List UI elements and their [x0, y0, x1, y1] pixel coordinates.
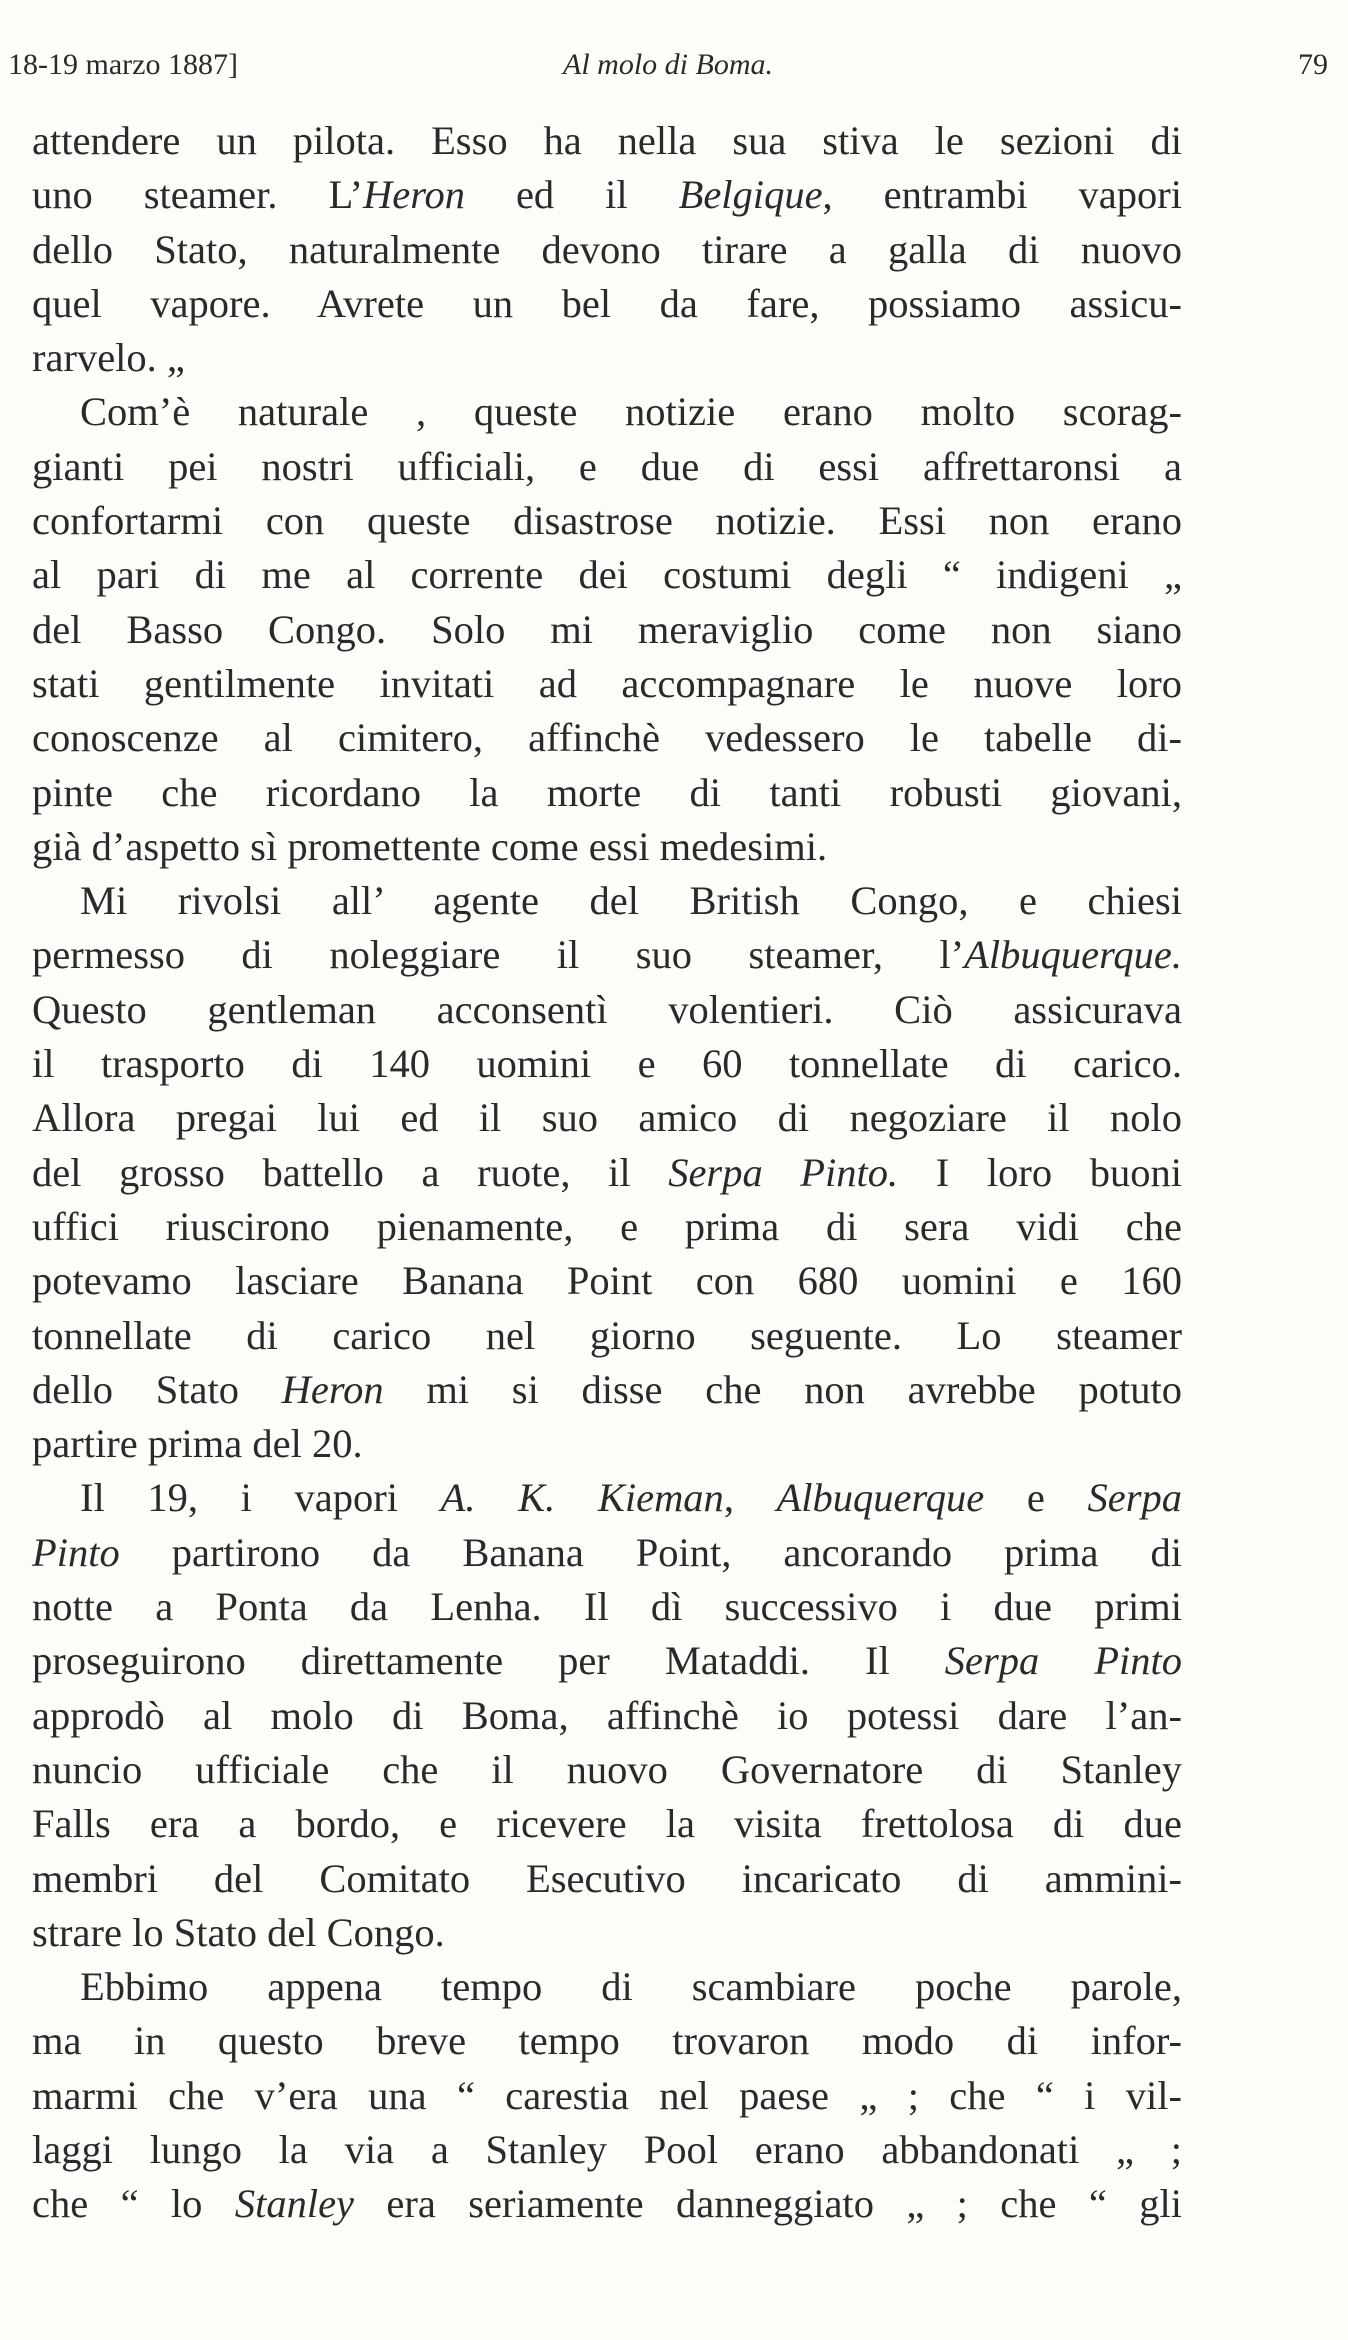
text-segment: I loro buoni: [898, 1149, 1182, 1195]
text-line: [32, 1254, 1182, 1308]
italic-text: A. K. Kieman: [440, 1475, 724, 1521]
body-text: [32, 114, 1182, 2232]
page-number: 79: [1298, 48, 1328, 81]
text-line: [32, 2123, 1182, 2177]
text-segment: del Basso Congo. Solo mi meraviglio come non siano: [32, 606, 1182, 652]
text-segment: rarvelo. „: [32, 335, 185, 381]
text-line: [32, 277, 1182, 331]
text-segment: ed il: [464, 172, 679, 218]
text-segment: marmi che v’era una “ carestia nel paese „ ; che “ i vil-: [32, 2072, 1182, 2118]
italic-text: Serpa Pinto.: [668, 1149, 899, 1195]
italic-text: Albuquerque: [776, 1475, 985, 1521]
italic-text: Serpa Pinto: [944, 1638, 1182, 1684]
text-segment: laggi lungo la via a Stanley Pool erano abbandonati „ ;: [32, 2126, 1182, 2172]
text-segment: Allora pregai lui ed il suo amico di negoziare il nolo: [32, 1095, 1182, 1141]
text-line: [32, 440, 1182, 494]
text-segment: potevamo lasciare Banana Point con 680 uomini e 160: [32, 1258, 1182, 1304]
text-line: [32, 331, 1182, 385]
italic-text: Albuquerque.: [964, 932, 1182, 978]
text-line: [32, 2014, 1182, 2068]
italic-text: Heron: [363, 172, 465, 218]
italic-text: Serpa: [1087, 1475, 1182, 1521]
text-segment: dello Stato, naturalmente devono tirare a galla di nuovo: [32, 226, 1182, 272]
text-line: [32, 385, 1182, 439]
text-segment: membri del Comitato Esecutivo incaricato di ammini-: [32, 1855, 1182, 1901]
text-segment: permesso di noleggiare il suo steamer, l’: [32, 932, 965, 978]
text-line: [32, 1309, 1182, 1363]
text-line: [32, 1634, 1182, 1688]
text-line: [32, 2069, 1182, 2123]
text-line: [32, 114, 1182, 168]
text-line: [32, 548, 1182, 602]
text-segment: , entrambi vapori: [822, 172, 1182, 218]
text-line: [32, 168, 1182, 222]
italic-text: Stanley: [234, 2181, 355, 2227]
text-segment: Il 19, i vapori: [80, 1475, 441, 1521]
text-segment: uffici riuscirono pienamente, e prima di sera vidi che: [32, 1203, 1182, 1249]
text-line: [32, 1037, 1182, 1091]
text-segment: ,: [723, 1475, 777, 1521]
italic-text: Heron: [281, 1366, 384, 1412]
text-line: [32, 223, 1182, 277]
text-segment: proseguirono direttamente per Mataddi. Il: [32, 1638, 945, 1684]
text-line: [32, 603, 1182, 657]
text-line: [32, 1200, 1182, 1254]
text-line: [32, 1417, 1182, 1471]
text-line: [32, 1906, 1182, 1960]
text-segment: nuncio ufficiale che il nuovo Governatore di Stanley: [32, 1746, 1182, 1792]
text-line: [32, 1526, 1182, 1580]
text-line: [32, 1363, 1182, 1417]
text-segment: conoscenze al cimitero, affinchè vedessero le tabelle di-: [32, 715, 1182, 761]
text-line: [32, 874, 1182, 928]
text-segment: Falls era a bordo, e ricevere la visita frettolosa di due: [32, 1801, 1182, 1847]
text-segment: del grosso battello a ruote, il: [32, 1149, 669, 1195]
text-segment: era seriamente danneggiato „ ; che “ gli: [354, 2181, 1182, 2227]
text-line: [32, 1743, 1182, 1797]
text-segment: stati gentilmente invitati ad accompagnare le nuove loro: [32, 660, 1182, 706]
text-line: [32, 1689, 1182, 1743]
text-line: [32, 1852, 1182, 1906]
text-line: [32, 1146, 1182, 1200]
text-segment: tonnellate di carico nel giorno seguente. Lo steamer: [32, 1312, 1182, 1358]
text-line: [32, 2177, 1182, 2231]
text-segment: approdò al molo di Boma, affinchè io potessi dare l’an-: [32, 1692, 1182, 1738]
text-line: [32, 711, 1182, 765]
text-line: [32, 1580, 1182, 1634]
italic-text: Pinto: [32, 1529, 120, 1575]
text-line: [32, 983, 1182, 1037]
text-segment: e: [984, 1475, 1088, 1521]
text-segment: Com’è naturale , queste notizie erano molto scorag-: [80, 389, 1182, 435]
text-segment: pinte che ricordano la morte di tanti robusti giovani,: [32, 769, 1182, 815]
header-date: 18-19 marzo 1887]: [8, 48, 238, 81]
header-title: Al molo di Boma.: [563, 48, 773, 81]
text-segment: già d’aspetto sì promettente come essi medesimi.: [32, 823, 828, 869]
text-segment: dello Stato: [32, 1366, 282, 1412]
text-line: [32, 766, 1182, 820]
text-line: [32, 657, 1182, 711]
text-segment: uno steamer. L’: [32, 172, 363, 218]
text-line: [32, 1091, 1182, 1145]
text-segment: mi si disse che non avrebbe potuto: [383, 1366, 1182, 1412]
text-line: [32, 928, 1182, 982]
running-header: [8, 48, 1328, 92]
text-segment: partire prima del 20.: [32, 1421, 363, 1467]
text-line: [32, 494, 1182, 548]
text-line: [32, 1960, 1182, 2014]
text-segment: attendere un pilota. Esso ha nella sua stiva le sezioni di: [32, 118, 1182, 163]
text-segment: Mi rivolsi all’ agente del British Congo, e chiesi: [80, 878, 1182, 924]
text-segment: al pari di me al corrente dei costumi degli “ indigeni „: [32, 552, 1182, 598]
text-line: [32, 820, 1182, 874]
text-segment: il trasporto di 140 uomini e 60 tonnellate di carico.: [32, 1041, 1182, 1087]
text-segment: Ebbimo appena tempo di scambiare poche parole,: [80, 1964, 1182, 2010]
text-line: [32, 1471, 1182, 1525]
text-segment: strare lo Stato del Congo.: [32, 1909, 445, 1955]
text-segment: notte a Ponta da Lenha. Il dì successivo i due primi: [32, 1584, 1182, 1630]
text-segment: confortarmi con queste disastrose notizie. Essi non erano: [32, 498, 1182, 544]
text-segment: ma in questo breve tempo trovaron modo di infor-: [32, 2018, 1182, 2064]
text-segment: Questo gentleman acconsentì volentieri. Ciò assicurava: [32, 986, 1182, 1032]
text-line: [32, 1797, 1182, 1851]
text-segment: quel vapore. Avrete un bel da fare, possiamo assicu-: [32, 280, 1182, 326]
text-segment: che “ lo: [32, 2181, 235, 2227]
text-segment: partirono da Banana Point, ancorando prima di: [119, 1529, 1182, 1575]
text-segment: gianti pei nostri ufficiali, e due di essi affrettaronsi a: [32, 443, 1182, 489]
italic-text: Belgique: [678, 172, 823, 218]
